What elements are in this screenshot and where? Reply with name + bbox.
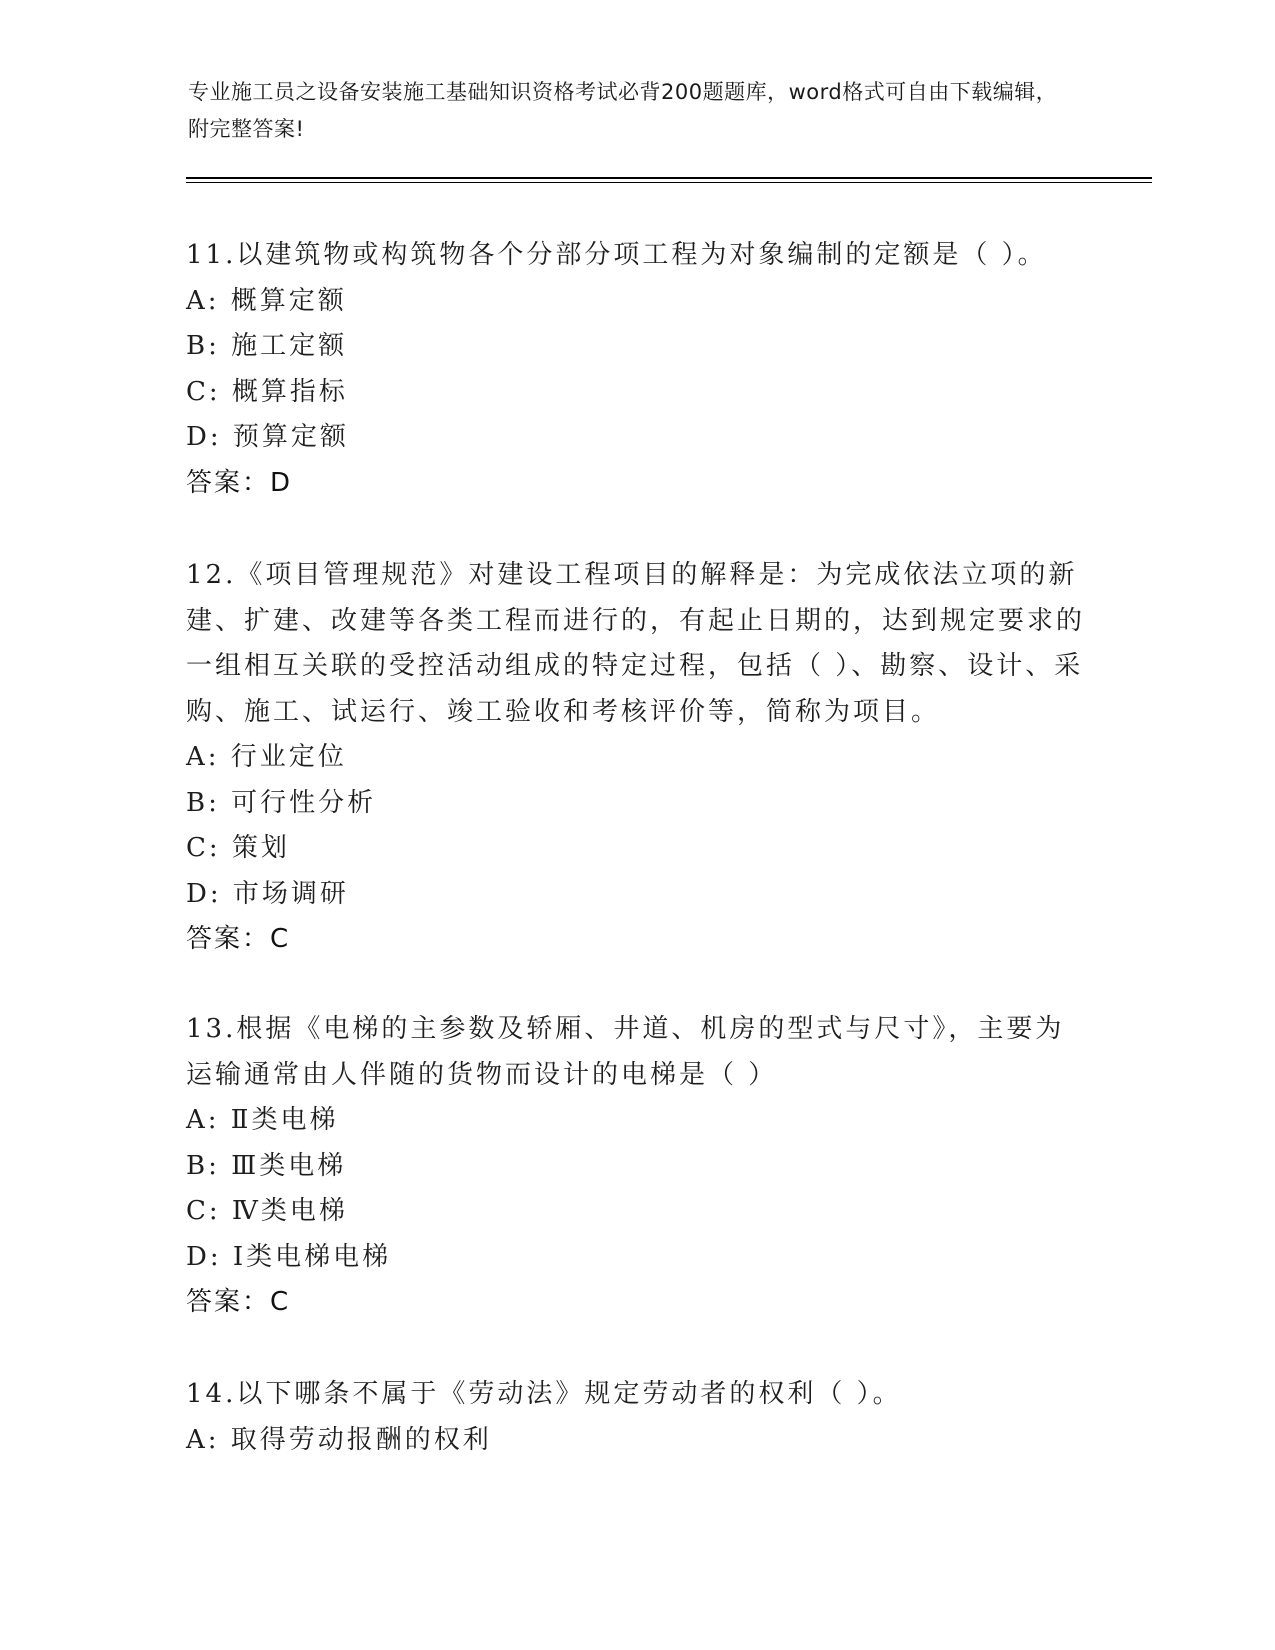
- option-d: D: 市场调研: [186, 878, 349, 909]
- option-c: C: 概算指标: [186, 376, 348, 407]
- question-11: [186, 233, 1086, 506]
- option-b: B: Ⅲ类电梯: [186, 1150, 347, 1181]
- question-12: [186, 553, 1086, 963]
- question-stem: 11.以建筑物或构筑物各个分部分项工程为对象编制的定额是（ ）。: [186, 240, 1047, 270]
- option-a: A: 取得劳动报酬的权利: [186, 1424, 492, 1455]
- option-a: A: Ⅱ类电梯: [186, 1105, 339, 1135]
- option-c: C: 策划: [186, 833, 290, 863]
- option-d: D: 预算定额: [186, 422, 349, 452]
- header-divider-thin: [186, 182, 1152, 183]
- question-13: [186, 1007, 1086, 1326]
- header-divider-thick: [186, 177, 1152, 179]
- question-stem: 12.《项目管理规范》对建设工程项目的解释是：为完成依法立项的新建、扩建、改建等各类工程而进行的，有起止日期的，达到规定要求的一组相互关联的受控活动组成的特定过程，包括（ ）、勘察、设计、采购、施工、试运行、竣工验收和考核评价等，简称为项目。: [186, 560, 1086, 727]
- question-stem: 14.以下哪条不属于《劳动法》规定劳动者的权利（ ）。: [186, 1379, 902, 1409]
- question-stem: 13.根据《电梯的主参数及轿厢、井道、机房的型式与尺寸》，主要为运输通常由人伴随的货物而设计的电梯是（ ）: [186, 1014, 1065, 1090]
- option-c: C: Ⅳ类电梯: [186, 1196, 348, 1226]
- document-header: 专业施工员之设备安装施工基础知识资格考试必背200题题库，word格式可自由下载编辑，附完整答案!: [188, 80, 1058, 141]
- answer-line: 答案：C: [186, 924, 291, 954]
- option-a: A: 行业定位: [186, 742, 347, 772]
- option-d: D: Ⅰ类电梯电梯: [186, 1241, 392, 1272]
- answer-line: 答案：D: [186, 467, 293, 498]
- option-a: A: 概算定额: [186, 285, 347, 316]
- answer-line: 答案：C: [186, 1287, 291, 1317]
- option-b: B: 施工定额: [186, 331, 348, 361]
- question-14: [186, 1372, 1086, 1463]
- option-b: B: 可行性分析: [186, 787, 377, 818]
